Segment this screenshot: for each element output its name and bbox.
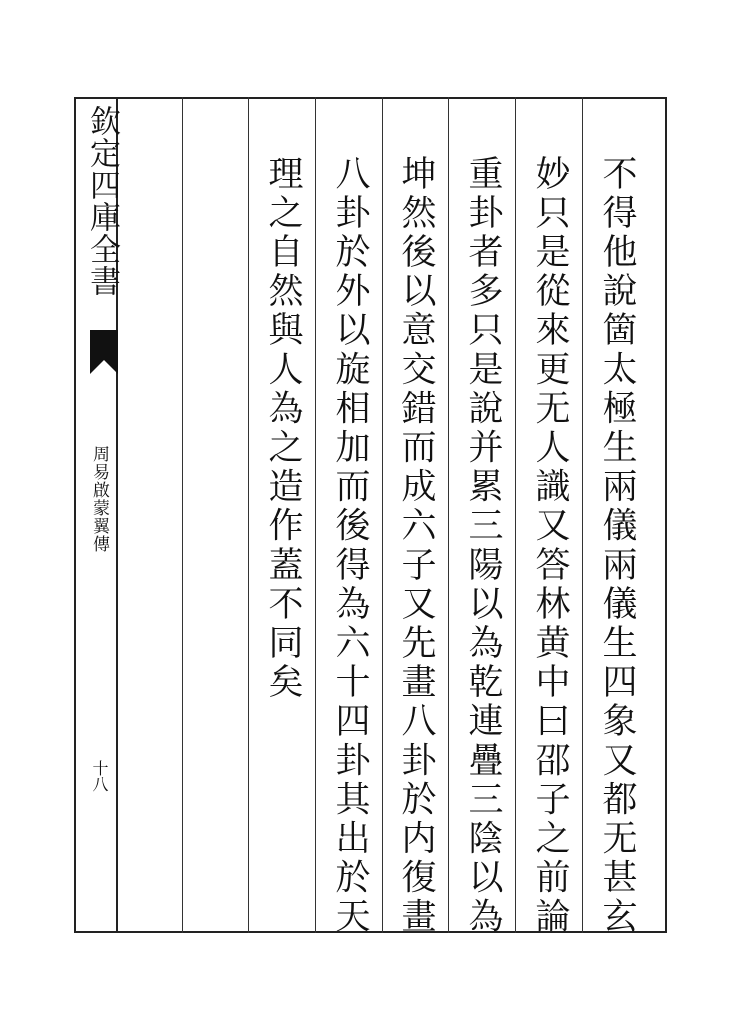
column-rule [448,97,449,933]
collection-title: 欽定四庫全書 [84,105,120,297]
page-number: 十八 [90,760,109,792]
column-rule [515,97,516,933]
text-column-4: 坤然後以意交錯而成六子又先畫八卦於内復畫 [396,155,436,937]
page-border [74,97,667,933]
column-rule [248,97,249,933]
text-column-6: 理之自然與人為之造作蓋不同矣 [263,155,303,703]
text-column-1: 不得他說箇太極生兩儀兩儀生四象又都无甚玄 [597,155,637,937]
column-rule [382,97,383,933]
column-rule [582,97,583,933]
text-column-3: 重卦者多只是說并累三陽以為乾連疊三陰以為 [463,155,503,937]
fishtail-marker-icon [90,330,118,374]
text-column-2: 妙只是從來更无人識又答林黄中曰邵子之前論 [530,155,570,937]
book-title: 周易啟蒙翼傳 [89,445,109,553]
column-rule [315,97,316,933]
column-rule [182,97,183,933]
text-column-5: 八卦於外以旋相加而後得為六十四卦其出於天 [330,155,370,937]
